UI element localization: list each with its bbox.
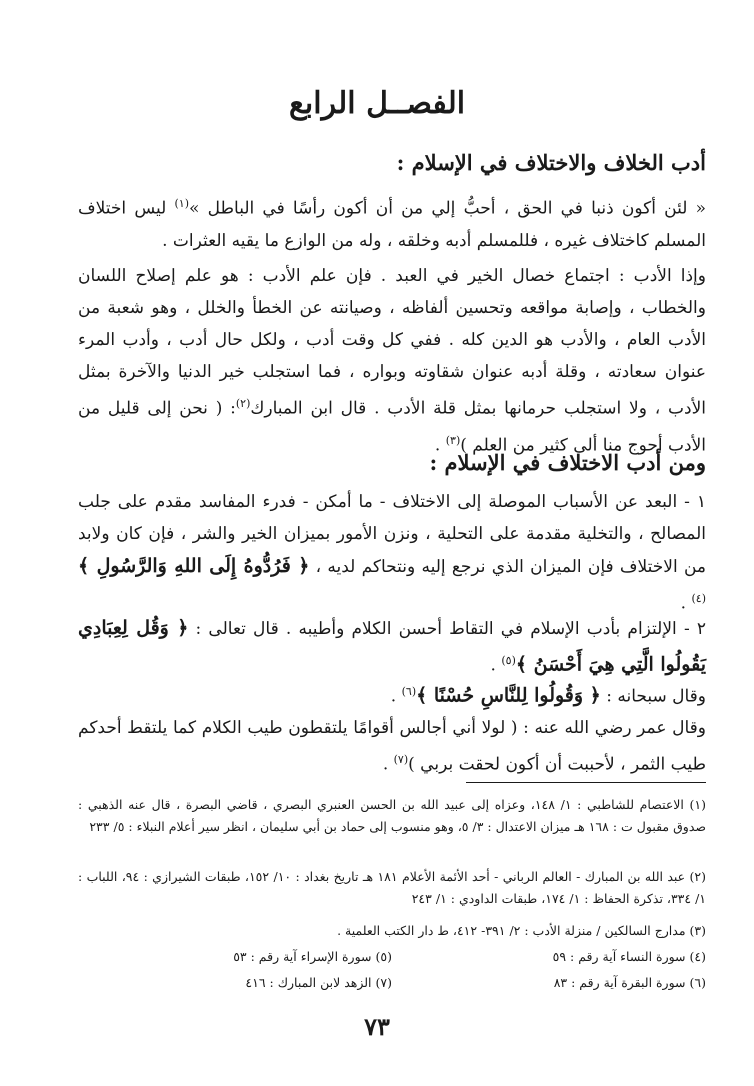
footnote-row-4-5 bbox=[78, 946, 706, 968]
list-item-2 bbox=[78, 612, 706, 682]
opening-quote-paragraph bbox=[78, 188, 706, 257]
footnote-ref-4: (٤) bbox=[691, 592, 706, 605]
omar-quote-paragraph bbox=[78, 712, 706, 781]
footnote-ref-1: (١) bbox=[174, 197, 190, 210]
item-end: . bbox=[390, 686, 402, 707]
para-text: وإذا الأدب : اجتماع خصال الخير في العبد . فإن علم الأدب : هو علم إصلاح اللسان والخطاب ، وإصابة مواقعه وتحسين ألفاظه ، وصيانته عن الخطأ والخلل ، وهو شعبة من الأدب العام ، والأدب هو الدين كله . ففي كل وقت أدب ، ولكل حال أدب ، وأدب المرء عنوان سعادته ، وقلة أدبه عنوان شقاوته وبواره ، فما استجلب خير الدنيا والآخرة بمثل الأدب ، ولا استجلب حرمانها بمثل قلة الأدب . قال ابن المبارك bbox=[78, 266, 706, 419]
chapter-title: الفصــل الرابع bbox=[288, 86, 466, 121]
quran-verse: ﴿ فَرُدُّوهُ إِلَى اللهِ وَالرَّسُولِ ﴾ bbox=[78, 555, 310, 577]
para-tail: : ( نحن إلى قليل من الأدب أحوج منا ألى كثير من العلم ) bbox=[78, 398, 706, 456]
adab-definition-paragraph bbox=[78, 260, 706, 461]
quote-text: « لئن أكون ذنبا في الحق ، أحبُّ إلي من أن أكون رأسًا في الباطل » bbox=[189, 198, 707, 219]
footnote-4: (٤) سورة النساء آية رقم : ٥٩ bbox=[552, 949, 706, 964]
footnote-divider bbox=[466, 782, 706, 783]
quran-verse: ﴿ وَقُل لِعِبَادِي يَقُولُوا الَّتِي هِيَ أَحْسَنُ ﴾ bbox=[78, 617, 706, 676]
item-text: وقال عمر رضي الله عنه : ( لولا أني أجالس أقوامًا يلتقطون طيب الكلام كما يلتقط أحدكم طيب الثمر ، لأحببت أن أكون لحقت بربي ) bbox=[78, 718, 706, 775]
footnote-ref-7: (٧) bbox=[393, 753, 409, 766]
quote-tail: ليس اختلاف المسلم كاختلاف غيره ، فللمسلم أدبه وخلقه ، وله من الوازع ما يقيه العثرات . bbox=[78, 198, 706, 251]
footnote-6: (٦) سورة البقرة آية رقم : ٨٣ bbox=[553, 975, 706, 990]
footnote-ref-2: (٢) bbox=[235, 397, 251, 410]
section-heading-1: أدب الخلاف والاختلاف في الإسلام : bbox=[396, 150, 706, 175]
item-text: وقال سبحانه : bbox=[600, 686, 706, 707]
list-item-3 bbox=[78, 676, 706, 713]
quran-verse: ﴿ وَقُولُوا لِلنَّاسِ حُسْنًا ﴾ bbox=[416, 684, 601, 707]
footnote-1: (١) الاعتصام للشاطبي : ١/ ١٤٨، وعزاه إلى عبيد الله بن الحسن العنبري البصري ، قاضي البصرة ، قال عنه الذهبي : صدوق مقبول ت : ١٦٨ هـ ميزان الاعتدال : ٣/ ٥، وهو منسوب إلى حماد بن أبي سليمان ، انظر سير أعلام النبلاء : ٥/ ٢٣٣ bbox=[78, 797, 707, 834]
item-end: . bbox=[382, 754, 394, 775]
item-end: . bbox=[680, 593, 692, 614]
footnote-row-6-7 bbox=[78, 972, 706, 994]
item-end: . bbox=[490, 655, 502, 676]
footnote-5: (٥) سورة الإسراء آية رقم : ٥٣ bbox=[233, 949, 392, 964]
footnote-2: (٢) عبد الله بن المبارك - العالم الرباني - أحد الأئمة الأعلام ١٨١ هـ تاريخ بغداد : ١٠/ ١٥٢، طبقات الشيرازي : ٩٤، اللباب : ١/ ٣٣٤، تذكرة الحفاظ : ١/ ١٧٤، طبقات الداودي : ١/ ٢٤٣ bbox=[78, 869, 707, 906]
footnote-3: (٣) مدارج السالكين / منزلة الأدب : ٢/ ٣٩١- ٤١٢، ط دار الكتب العلمية . bbox=[337, 923, 706, 938]
footnote-ref-5: (٥) bbox=[501, 654, 516, 667]
footnote-7: (٧) الزهد لابن المبارك : ٤١٦ bbox=[245, 975, 392, 990]
page-number: ٧٣ bbox=[364, 1012, 390, 1041]
item-text: ٢ - الإلتزام بأدب الإسلام في التقاط أحسن الكلام وأطيبه . قال تعالى : bbox=[188, 619, 706, 639]
footnote-ref-3: (٣) bbox=[445, 433, 461, 447]
list-item-1 bbox=[78, 486, 706, 620]
item-text: ١ - البعد عن الأسباب الموصلة إلى الاختلاف - ما أمكن - فدرء المفاسد مقدم على جلب المصالح ، والتخلية مقدمة على التحلية ، ونزن الأمور بميزان الخير والشر ، فإن كان ولابد من الاختلاف فإن الميزان الذي نرجع إليه ونتحاكم لديه ، bbox=[78, 492, 706, 577]
section-heading-2: ومن أدب الاختلاف في الإسلام : bbox=[429, 450, 706, 475]
footnote-ref-6: (٦) bbox=[401, 685, 417, 698]
para-end: . bbox=[434, 435, 446, 456]
